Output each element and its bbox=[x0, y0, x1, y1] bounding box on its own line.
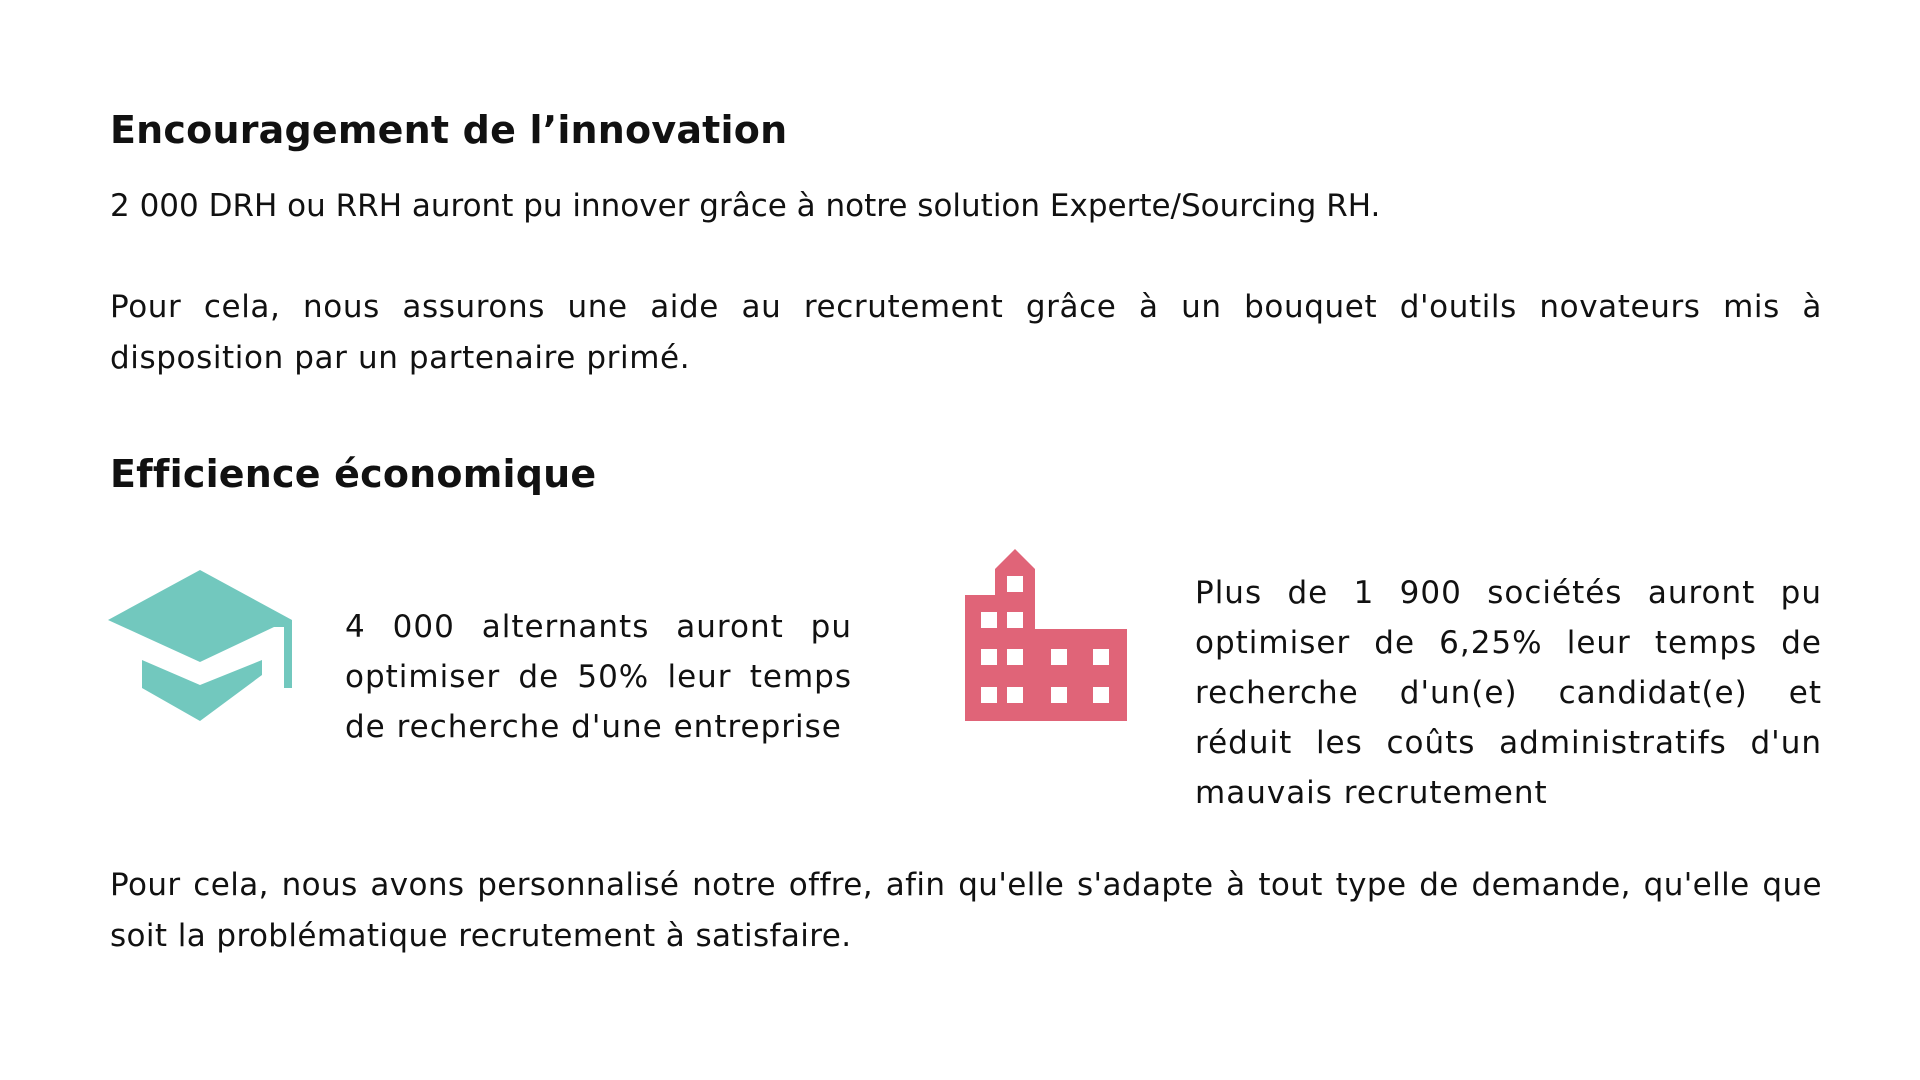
stat-societes: Plus de 1 900 sociétés auront pu optimiser de 6,25% leur temps de recherche d'un(e) candidat(e) et réduit les coûts administratifs d'un mauvais recrutement bbox=[1195, 575, 1822, 811]
building-icon bbox=[965, 549, 1127, 721]
efficience-heading: Efficience économique bbox=[110, 452, 597, 496]
innovation-heading: Encouragement de l’innovation bbox=[110, 108, 788, 152]
graduation-cap-icon bbox=[108, 570, 294, 725]
closing-paragraph: Pour cela, nous avons personnalisé notre offre, afin qu'elle s'adapte à tout type de demande, qu'elle que soit la problématique recrutement à satisfaire. bbox=[110, 867, 1822, 954]
innovation-paragraph: Pour cela, nous assurons une aide au recrutement grâce à un bouquet d'outils novateurs mis à disposition par un partenaire primé. bbox=[110, 289, 1822, 376]
innovation-subline: 2 000 DRH ou RRH auront pu innover grâce à notre solution Experte/Sourcing RH. bbox=[110, 188, 1381, 224]
stat-alternants: 4 000 alternants auront pu optimiser de 50% leur temps de recherche d'une entreprise bbox=[345, 609, 852, 745]
